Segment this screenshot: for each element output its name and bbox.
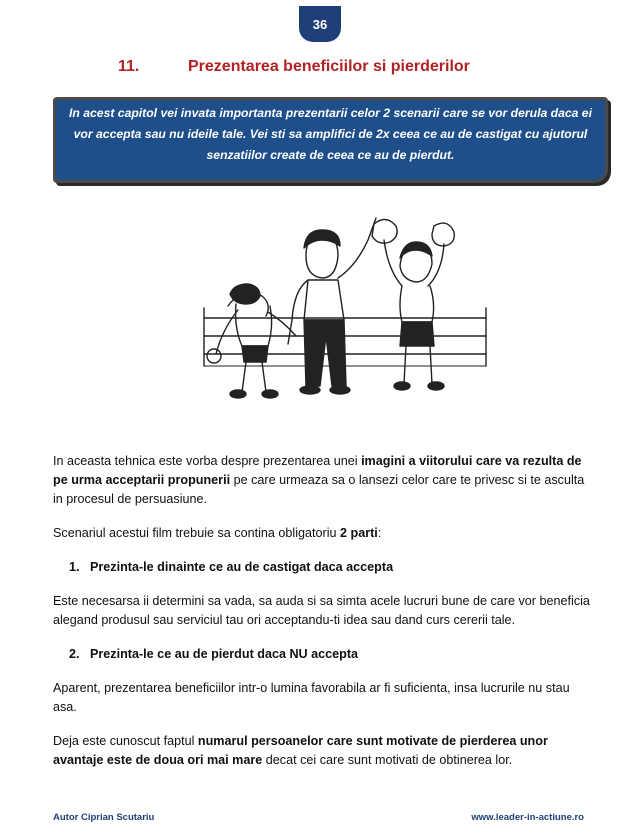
paragraph-apparent: Aparent, prezentarea beneficiilor intr-o lumina favorabila ar fi suficienta, insa lucrurile nu stau asa. <box>53 681 570 714</box>
winning-boxer <box>372 219 454 390</box>
text: Scenariul acestui film trebuie sa contina obligatoriu <box>53 526 341 540</box>
page-number-badge <box>299 6 341 42</box>
boxing-ring-illustration <box>198 214 492 430</box>
list-item-1 <box>53 558 593 577</box>
paragraph-conclusion <box>53 732 593 770</box>
paragraph-scenario <box>53 524 593 543</box>
defeated-boxer <box>207 284 296 398</box>
chapter-number: 11. <box>118 58 140 75</box>
text: In aceasta tehnica este vorba despre prezentarea unei <box>53 454 362 468</box>
footer-author: Autor Ciprian Scutariu <box>53 812 155 823</box>
paragraph-intro <box>53 452 593 509</box>
page-number: 36 <box>312 16 328 32</box>
footer-website-link[interactable]: www.leader-in-actiune.ro <box>471 812 584 823</box>
bold-text: numarul persoanelor care sunt motivate de pierderea unor avantaje este de doua ori mai mare <box>53 734 548 767</box>
list-number: 2. <box>69 647 80 661</box>
text: : <box>377 526 382 540</box>
paragraph-gains: Este necesarsa ii determini sa vada, sa auda si sa simta acele lucruri bune de care vor beneficia alegand produsul sau serviciul tau ori acceptandu-ti idea sau dand curs cererii tale. <box>53 594 590 627</box>
text: Deja este cunoscut faptul <box>53 734 198 748</box>
list-text: Prezinta-le ce au de pierdut daca NU accepta <box>90 647 359 661</box>
body-text <box>53 452 593 770</box>
chapter-summary-text: In acest capitol vei invata importanta prezentarii celor 2 scenarii care se vor derula daca ei vor accepta sau nu ideile tale. Vei sti sa amplifici de 2x ceea ce au de castigat cu ajutorul senzatiilor create de ceea ce au de pierdut. <box>69 106 592 162</box>
list-item-2 <box>53 645 593 664</box>
page-footer <box>53 812 584 823</box>
text: decat cei care sunt motivati de obtinerea lor. <box>262 753 513 767</box>
bold-text: 2 parti <box>340 526 378 540</box>
bold-text: imagini a viitorului care va rezulta de pe urma acceptarii propunerii <box>53 454 582 487</box>
list-number: 1. <box>69 560 80 574</box>
chapter-heading <box>118 56 578 78</box>
text: pe care urmeaza sa o lansezi celor care te privesc si te asculta in procesul de persuasiune. <box>53 473 585 506</box>
chapter-title: Prezentarea beneficiilor si pierderilor <box>188 58 470 75</box>
list-text: Prezinta-le dinainte ce au de castigat daca accepta <box>90 560 394 574</box>
referee <box>288 218 376 394</box>
chapter-summary-box <box>53 97 608 183</box>
